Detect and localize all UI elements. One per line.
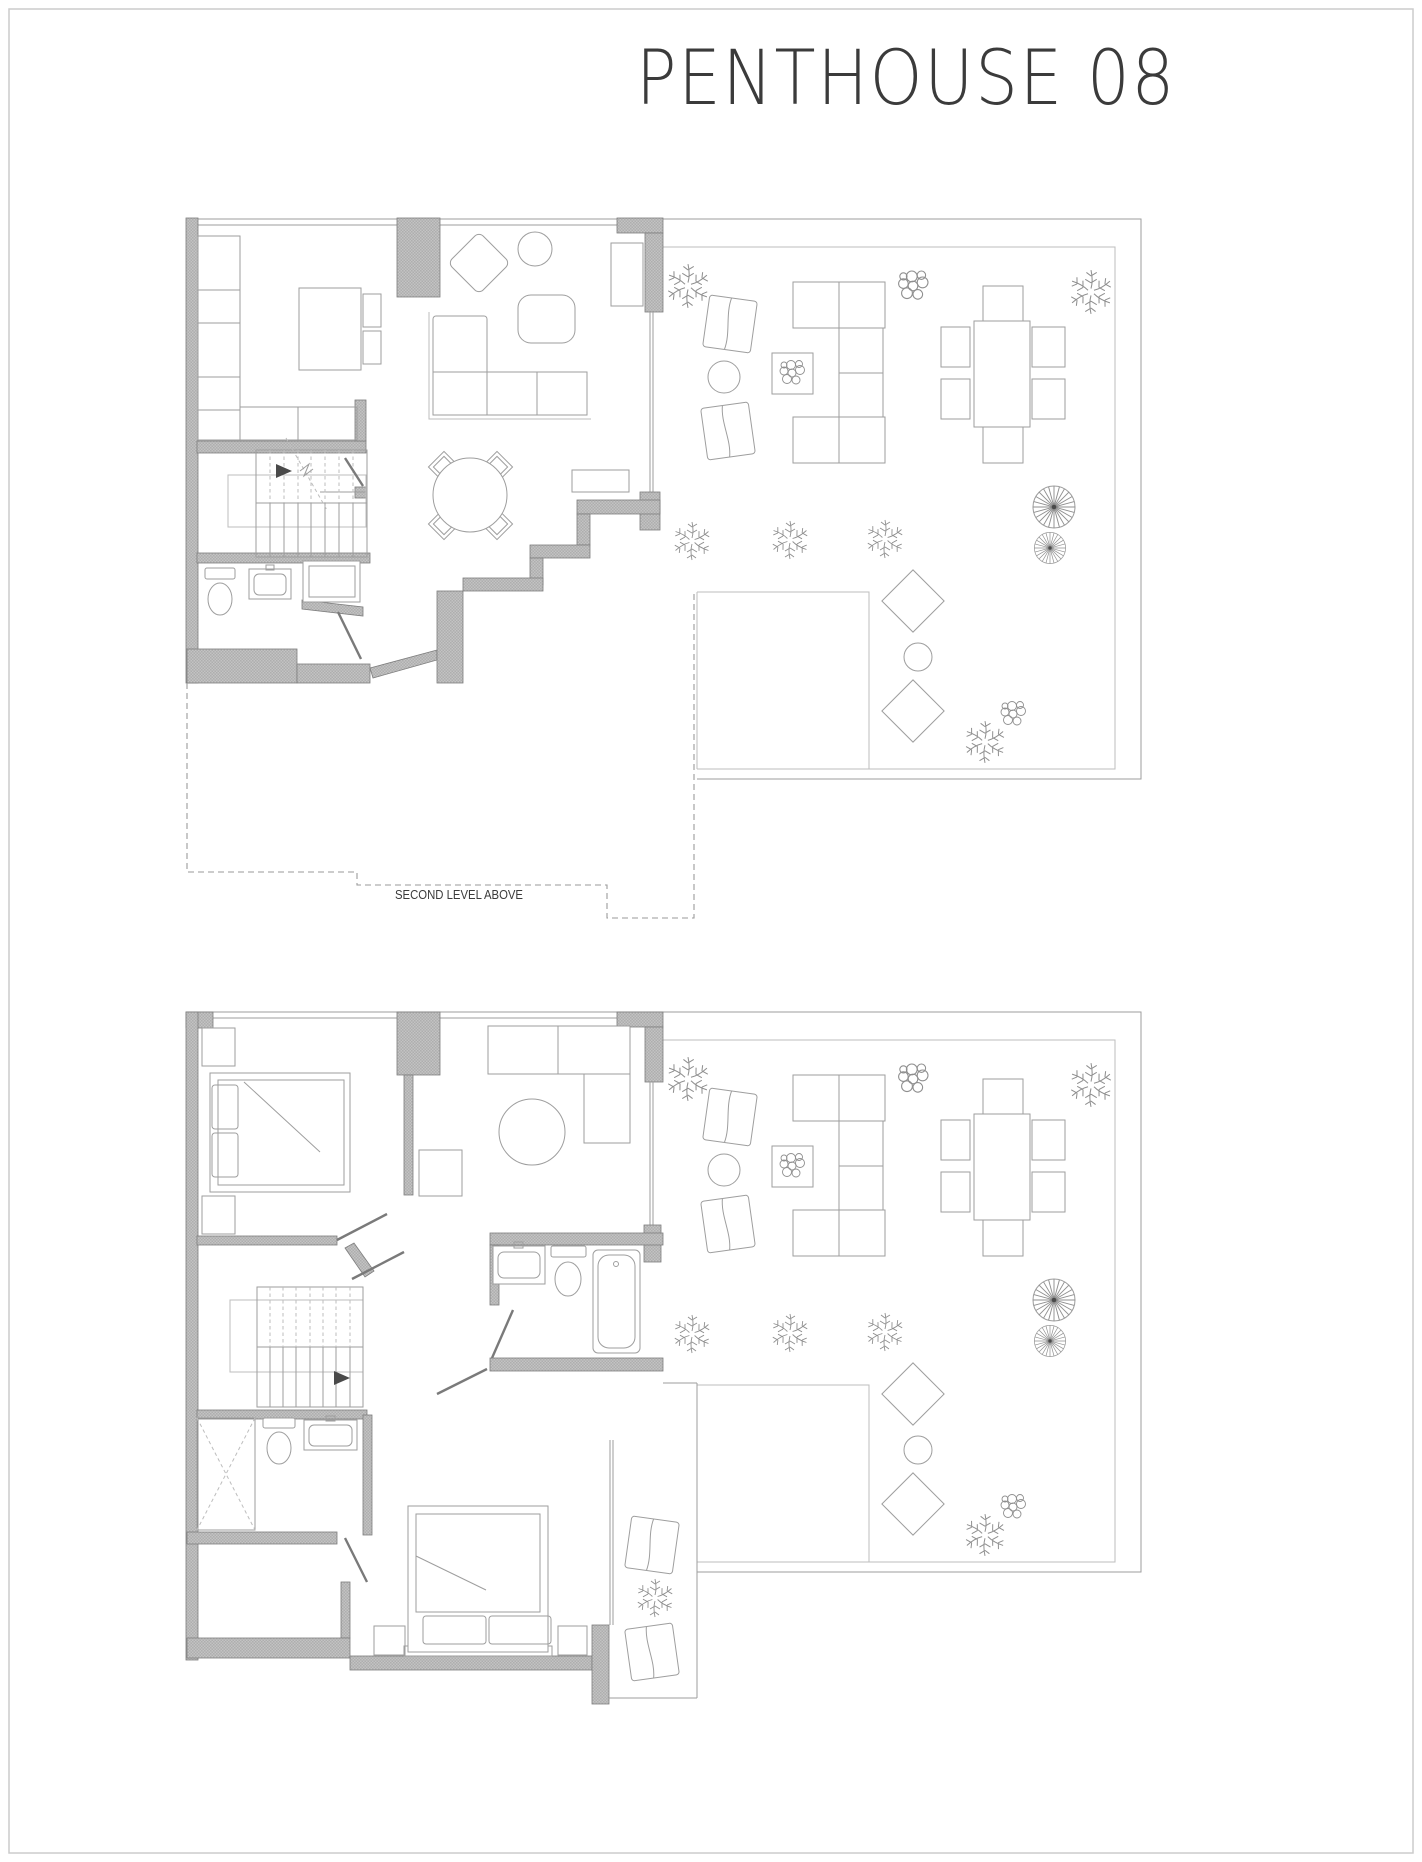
sink-icon <box>249 565 291 599</box>
bathroom <box>493 1242 640 1353</box>
nightstand-icon <box>202 1196 235 1234</box>
nightstand-icon <box>558 1626 587 1655</box>
side-table-icon <box>518 232 552 266</box>
master-bedroom <box>374 1506 587 1656</box>
console-icon <box>611 243 643 306</box>
lounge-chair-icon <box>703 295 758 353</box>
private-terrace <box>609 1383 697 1698</box>
sink-icon <box>493 1242 545 1284</box>
desk-icon <box>419 1150 462 1196</box>
master-bathroom <box>197 1416 357 1530</box>
stair-direction-arrow <box>334 1371 350 1385</box>
stool-icon <box>363 294 381 327</box>
page-title: PENTHOUSE 08 <box>636 33 1176 122</box>
armchair-icon <box>448 232 510 294</box>
armchair-icon <box>518 295 575 343</box>
toilet-icon <box>263 1418 295 1464</box>
rug-icon <box>499 1099 565 1165</box>
sofa-icon <box>488 1026 630 1143</box>
outdoor-dining-table <box>941 286 1065 463</box>
stairs-first-level <box>228 438 367 557</box>
bathtub-icon <box>593 1250 640 1353</box>
second-level-label: SECOND LEVEL ABOVE <box>395 887 524 902</box>
side-table-icon <box>708 361 740 393</box>
bedroom <box>202 1028 350 1234</box>
bed-icon <box>404 1506 552 1656</box>
stool-icon <box>363 331 381 364</box>
lounge-chair-icon <box>625 1623 680 1681</box>
palm-plant-icon <box>1034 532 1065 563</box>
stairs-second-level <box>230 1287 363 1407</box>
plant-icon <box>1001 702 1026 726</box>
kitchen <box>198 236 381 440</box>
lounge-chair-icon <box>625 1516 680 1574</box>
plant-icon <box>899 271 928 299</box>
terrace-second-level <box>660 1012 1141 1572</box>
dining-table <box>428 451 512 539</box>
plant-icon <box>673 522 711 560</box>
den <box>419 1026 630 1196</box>
outdoor-lounger-icon <box>882 570 944 632</box>
planter-icon <box>772 353 813 394</box>
outdoor-lounger-icon <box>882 680 944 742</box>
bed-icon <box>210 1073 350 1192</box>
nightstand-icon <box>374 1626 405 1655</box>
plant-icon <box>866 520 904 558</box>
plant-icon <box>636 1579 674 1617</box>
plant-icon <box>771 521 809 559</box>
plant-icon <box>666 264 710 308</box>
nightstand-icon <box>202 1028 235 1066</box>
living-area <box>429 232 643 492</box>
sink-icon <box>304 1416 357 1450</box>
side-table-icon <box>904 643 932 671</box>
toilet-icon <box>205 568 235 615</box>
floor-plan-second-level <box>186 1012 1141 1704</box>
floor-plan-first-level <box>186 218 1141 918</box>
shower-icon <box>303 561 360 602</box>
palm-plant-icon <box>1033 486 1075 528</box>
plant-icon <box>964 721 1006 763</box>
plant-icon <box>1069 270 1113 314</box>
shower-icon <box>197 1418 255 1530</box>
kitchen-island <box>299 288 361 370</box>
bench-icon <box>572 470 629 492</box>
lounge-chair-icon <box>701 402 756 460</box>
terrace-first-level <box>660 219 1141 779</box>
toilet-icon <box>551 1246 586 1296</box>
page-border <box>9 9 1413 1853</box>
